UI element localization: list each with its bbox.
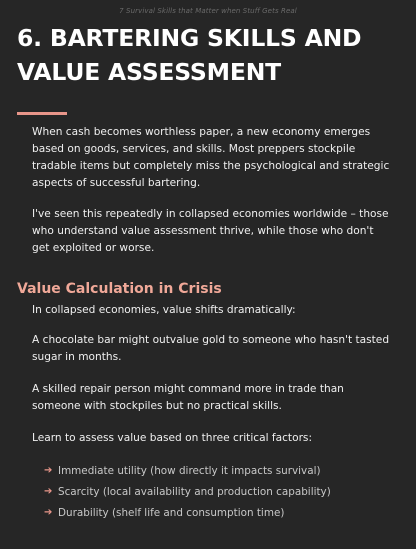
- section-heading: Value Calculation in Crisis: [17, 281, 222, 297]
- intro-paragraph-1: When cash becomes worthless paper, a new economy emerges based on goods, services, and skills. Most preppers stockpile tradable items but completely miss the psychological and strategic aspects of successful bartering.: [32, 126, 390, 189]
- chapter-title: 6. BARTERING SKILLS AND VALUE ASSESSMENT: [17, 24, 362, 86]
- list-item-text: Scarcity (local availability and production capability): [58, 485, 331, 498]
- section-paragraph-2: A chocolate bar might outvalue gold to someone who hasn't tasted sugar in months.: [32, 334, 390, 363]
- section-paragraph-4: Learn to assess value based on three critical factors:: [32, 432, 313, 444]
- running-header: 7 Survival Skills that Matter when Stuff Gets Real: [119, 7, 297, 15]
- list-item: [44, 460, 331, 481]
- list-item-text: Immediate utility (how directly it impacts survival): [58, 464, 321, 477]
- section-paragraph-3: A skilled repair person might command more in trade than someone with stockpiles but no practical skills.: [32, 383, 344, 412]
- arrow-right-icon: ➔: [44, 486, 53, 497]
- intro-paragraph-2: I've seen this repeatedly in collapsed economies worldwide – those who understand value assessment thrive, while those who don't get exploited or worse.: [32, 208, 389, 254]
- value-factors-list: [44, 460, 331, 523]
- list-item-text: Durability (shelf life and consumption time): [58, 506, 285, 519]
- list-item: [44, 502, 331, 523]
- list-item: [44, 481, 331, 502]
- title-underline-divider: [17, 112, 67, 115]
- arrow-right-icon: ➔: [44, 465, 53, 476]
- arrow-right-icon: ➔: [44, 507, 53, 518]
- section-paragraph-1: In collapsed economies, value shifts dramatically:: [32, 304, 296, 316]
